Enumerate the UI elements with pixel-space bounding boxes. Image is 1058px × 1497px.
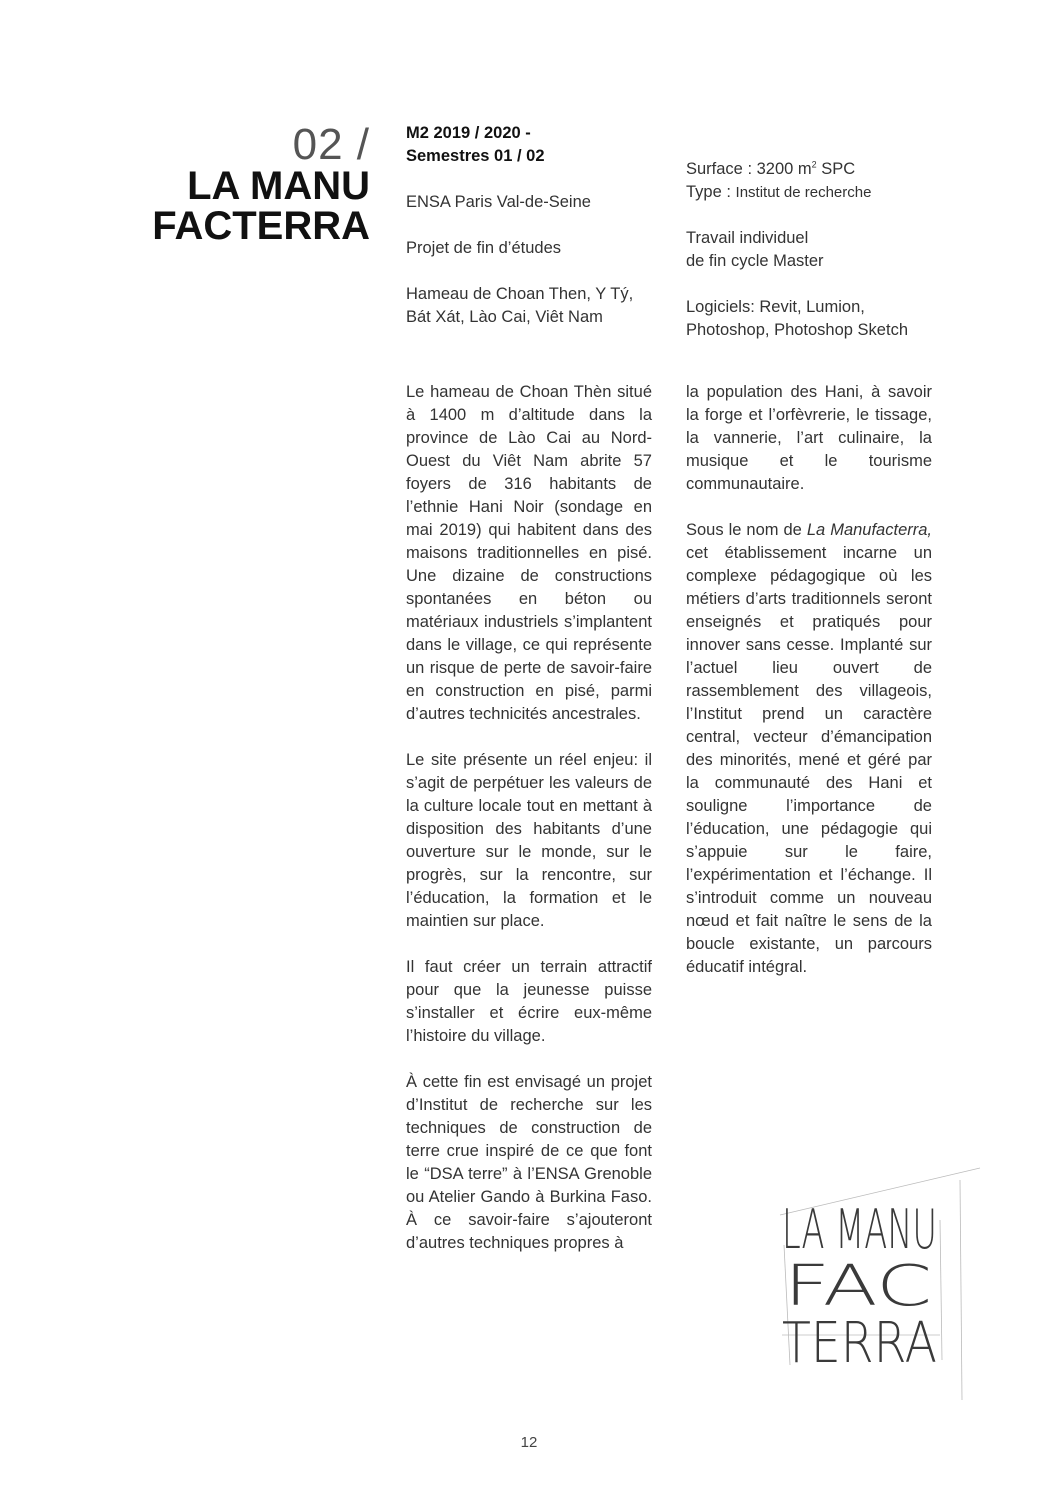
academic-year: M2 2019 / 2020 - Semestres 01 / 02	[406, 124, 545, 165]
body-column-left	[406, 381, 652, 1255]
surface-type	[686, 158, 932, 204]
school-name: ENSA Paris Val-de-Seine	[406, 193, 591, 211]
logo-row-2: FAC	[784, 1254, 932, 1319]
project-name-italic: La Manufacterra,	[806, 521, 932, 539]
paragraph: À cette fin est envisagé un projet d’Institut de recherche sur les techniques de construction de terre crue inspiré de ce que font le “DSA terre” à l’ENSA Grenoble ou Atelier Gando à Burkina Faso. À ce savoir-faire s’ajouteront d’autres techniques propres à	[406, 1073, 652, 1252]
project-specs	[686, 158, 932, 365]
body-column-right	[686, 381, 932, 979]
logo-row-3: TERRA	[782, 1311, 937, 1376]
page-title	[152, 166, 370, 246]
paragraph: Sous le nom de La Manufacterra, cet établissement incarne un complexe pédagogique où les métiers d’arts traditionnels seront enseignés et pratiqués pour innover sans cesse. Implanté sur l’actuel lieu ouvert de rassemblement des villageois, l’Institut prend un caractère central, vecteur d’émancipation des minorités, mené et géré par la communauté des Hani et souligne l’importance de l’éducation, une pédagogie qui s’appuie sur le faire, l’expérimentation et l’échange. Il s’introduit comme un nouveau nœud et fait naître le sens de la boucle existante, un parcours éducatif intégral.	[686, 521, 932, 976]
software-list: Logiciels: Revit, Lumion, Photoshop, Photoshop Sketch	[686, 298, 908, 339]
surface-line: Surface : 3200 $m^2$ SPC	[686, 159, 856, 178]
section-number: 02 /	[292, 120, 370, 169]
paragraph: la population des Hani, à savoir la forge et l’orfèvrerie, le tissage, la vannerie, l’art culinaire, la musique et le tourisme communautaire.	[686, 383, 932, 493]
paragraph: Il faut créer un terrain attractif pour que la jeunesse puisse s’installer et écrire eux-même l’histoire du village.	[406, 958, 652, 1045]
work-type: Travail individuel de fin cycle Master	[686, 229, 824, 270]
paragraph: Le site présente un réel enjeu: il s’agit de perpétuer les valeurs de la culture locale tout en mettant à disposition des habitants d’une ouverture sur le monde, sur le progrès, sur la rencontre, sur l’éducation, la formation et le maintien sur place.	[406, 751, 652, 930]
title-line-2: FACTERRA	[152, 204, 370, 248]
page-number: 12	[520, 1434, 538, 1451]
manufacterra-logo	[770, 1160, 985, 1405]
paragraph: Le hameau de Choan Thèn situé à 1400 m d’altitude dans la province de Lào Cai au Nord-Ouest du Viêt Nam abrite 57 foyers de 316 habitants de l’ethnie Hani Noir (sondage en mai 2019) qui habitent dans des maisons traditionnelles en pisé. Une dizaine de constructions spontanées en béton ou matériaux industriels s’implantent dans le village, ce qui représente un risque de perte de savoir-faire en construction en pisé, parmi d’autres technicités ancestrales.	[406, 383, 652, 723]
project-info	[406, 122, 652, 352]
logo-row-1: LA MANU	[782, 1198, 937, 1261]
project-location: Hameau de Choan Then, Y Tý, Bát Xát, Lào Cai, Viêt Nam	[406, 285, 634, 326]
type-line: Type : Institut de recherche	[686, 183, 872, 201]
title-line-1: LA MANU	[187, 164, 370, 208]
project-type: Projet de fin d’études	[406, 239, 562, 257]
